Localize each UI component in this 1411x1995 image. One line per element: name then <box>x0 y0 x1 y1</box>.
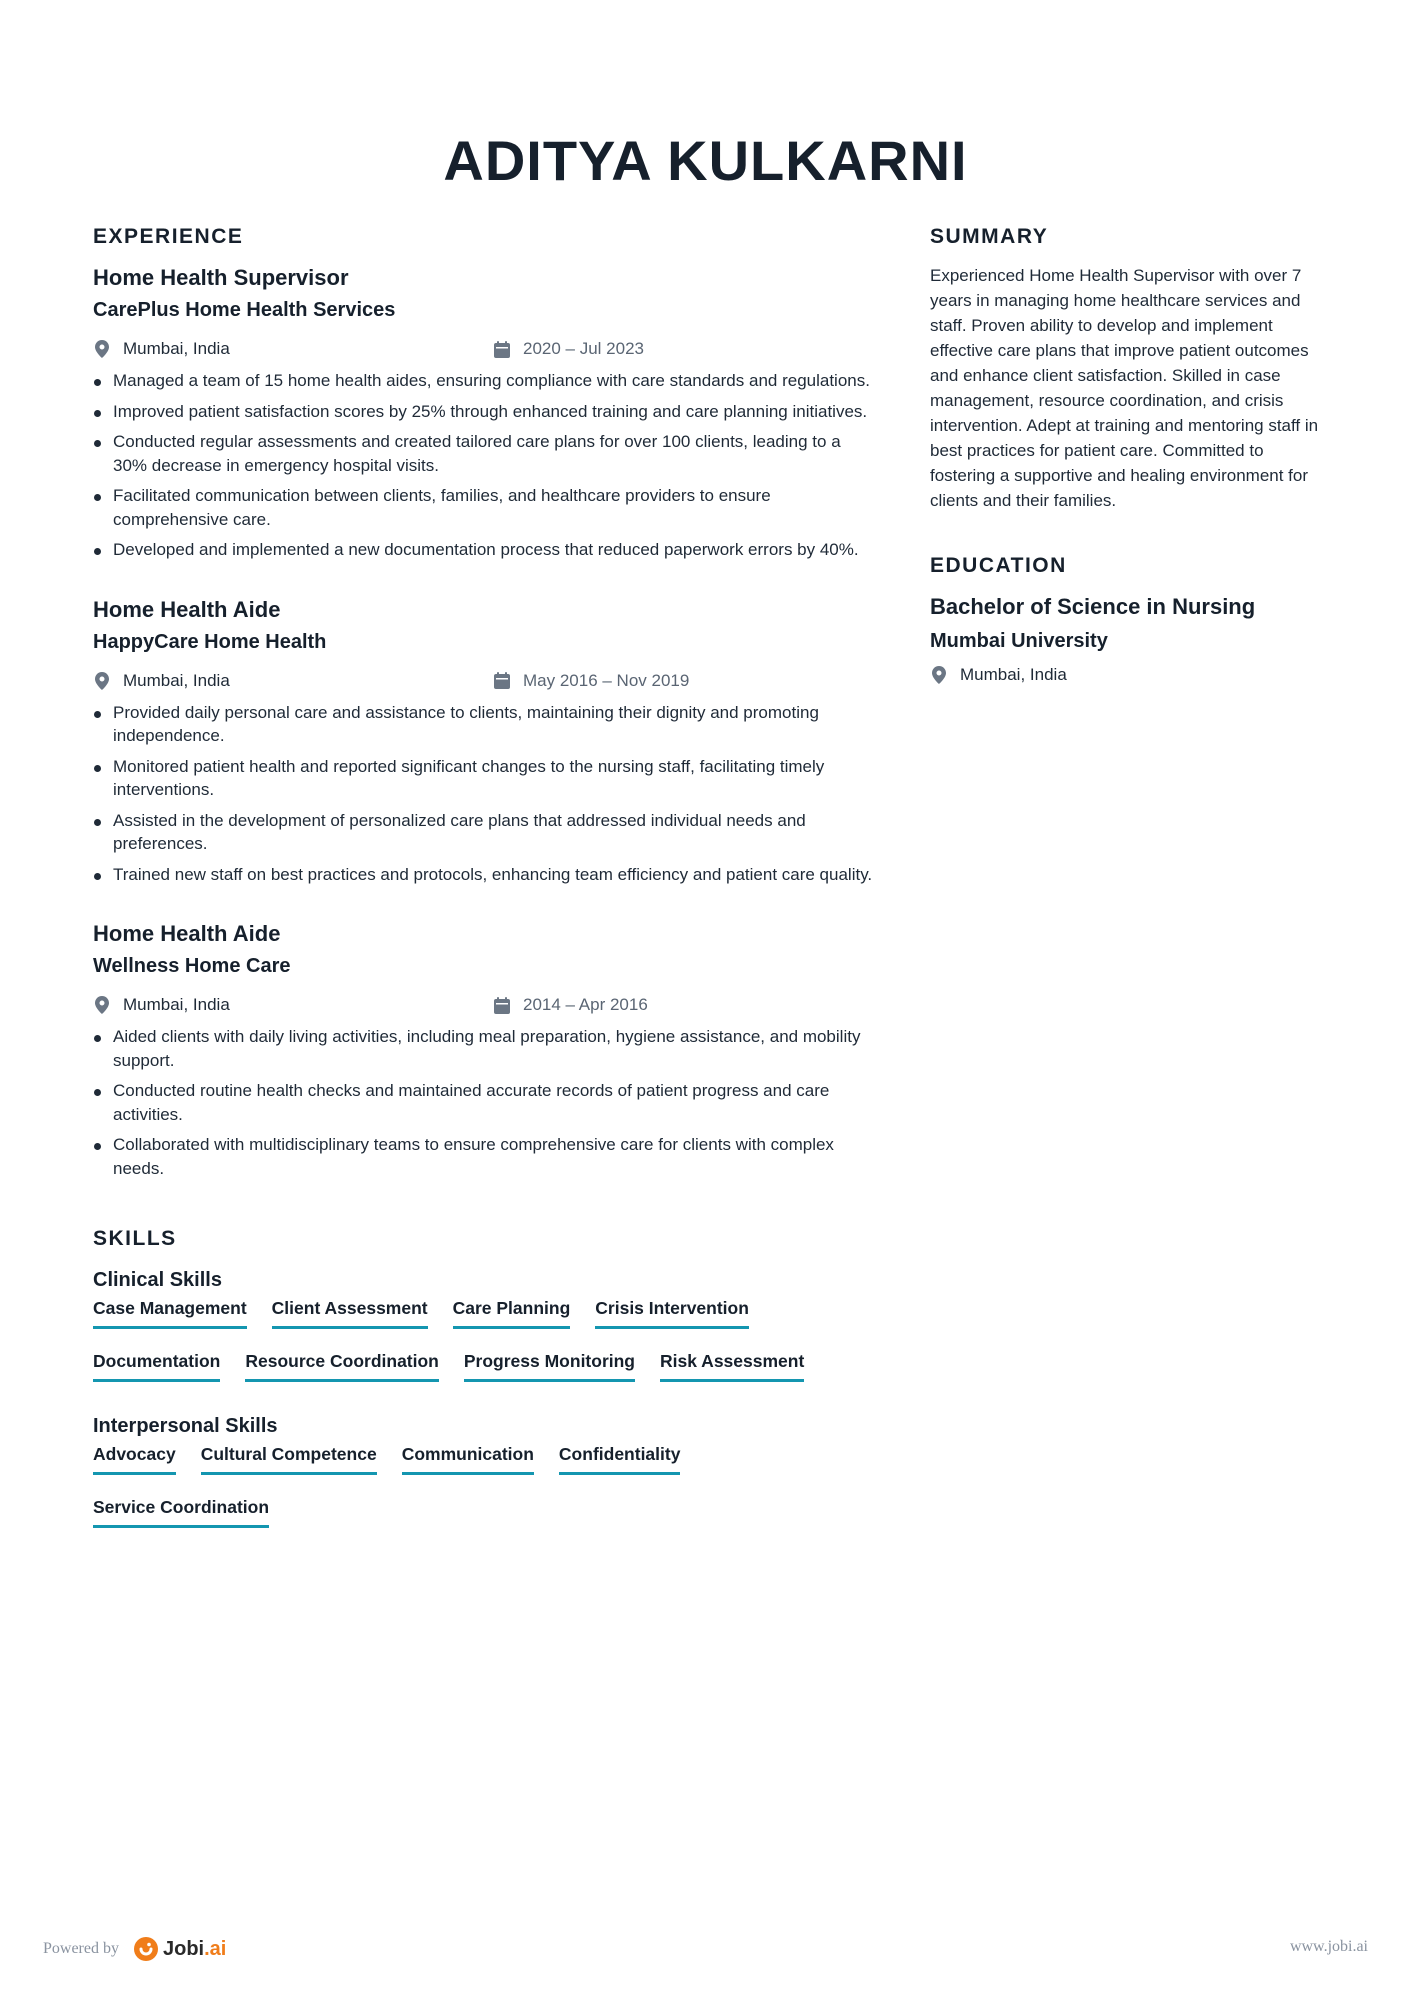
job-company: Wellness Home Care <box>93 955 291 977</box>
right-column <box>930 224 1330 688</box>
job-meta <box>93 668 873 694</box>
job-bullets <box>93 701 873 887</box>
candidate-name: ADITYA KULKARNI <box>443 129 968 192</box>
location-pin-icon <box>93 340 111 358</box>
job-entry <box>93 264 873 562</box>
skill-tag: Service Coordination <box>93 1496 269 1528</box>
skill-row <box>93 1297 873 1345</box>
calendar-icon <box>493 672 511 690</box>
skills-heading: SKILLS <box>93 1227 177 1250</box>
job-location-text: Mumbai, India <box>123 670 230 690</box>
jobi-logo-icon <box>133 1936 159 1962</box>
skill-tag: Advocacy <box>93 1443 176 1475</box>
skill-group-title: Interpersonal Skills <box>93 1415 278 1437</box>
left-column <box>93 224 873 1544</box>
location-pin-icon <box>930 666 948 684</box>
experience-list <box>93 264 873 1180</box>
education-heading: EDUCATION <box>930 554 1067 577</box>
skill-tag: Resource Coordination <box>245 1350 439 1382</box>
education-school: Mumbai University <box>930 630 1108 652</box>
skill-tag: Communication <box>402 1443 534 1475</box>
job-title: Home Health Aide <box>93 921 281 946</box>
education-location <box>930 662 1330 688</box>
skills-section <box>93 1226 873 1544</box>
job-location <box>93 992 230 1018</box>
job-location <box>93 336 230 362</box>
job-company: CarePlus Home Health Services <box>93 299 396 321</box>
job-location-text: Mumbai, India <box>123 995 230 1014</box>
job-meta <box>93 336 873 362</box>
calendar-icon <box>493 340 511 358</box>
summary-text: Experienced Home Health Supervisor with over 7 years in managing home healthcare services and staff. Proven ability to develop and implement effective care plans that improve patient outcomes and enhance client satisfaction. Skilled in case management, resource coordination, and crisis intervention. Adept at training and mentoring staff in best practices for patient care. Committed to fostering a supportive and healing environment for clients and their families. <box>930 266 1319 510</box>
job-company: HappyCare Home Health <box>93 630 327 653</box>
job-dates-text: May 2016 – Nov 2019 <box>523 670 690 690</box>
skill-row <box>93 1350 873 1398</box>
skill-tag: Crisis Intervention <box>595 1297 749 1329</box>
skill-tag: Care Planning <box>453 1297 571 1329</box>
bullet-item: Trained new staff on best practices and protocols, enhancing team efficiency and patient care quality. <box>93 863 873 887</box>
skill-tag: Client Assessment <box>272 1297 428 1329</box>
location-pin-icon <box>93 672 111 690</box>
bullet-item: Collaborated with multidisciplinary teams to ensure comprehensive care for clients with complex needs. <box>93 1133 873 1180</box>
bullet-item: Aided clients with daily living activities, including meal preparation, hygiene assistance, and mobility support. <box>93 1025 873 1072</box>
bullet-item: Facilitated communication between clients, families, and healthcare providers to ensure comprehensive care. <box>93 484 873 531</box>
skill-tag: Confidentiality <box>559 1443 681 1475</box>
skill-tag: Case Management <box>93 1297 247 1329</box>
job-entry <box>93 596 873 887</box>
bullet-item: Managed a team of 15 home health aides, ensuring compliance with care standards and regulations. <box>93 369 873 393</box>
job-title: Home Health Aide <box>93 596 281 622</box>
job-dates <box>493 992 648 1018</box>
summary-heading: SUMMARY <box>930 225 1049 248</box>
education-degree: Bachelor of Science in Nursing <box>930 594 1256 619</box>
job-location <box>93 668 230 694</box>
job-dates <box>493 668 689 694</box>
jobi-brand-suffix: .ai <box>204 1937 227 1960</box>
job-entry <box>93 920 873 1180</box>
bullet-item: Conducted routine health checks and maintained accurate records of patient progress and care activities. <box>93 1079 873 1126</box>
skill-tag: Documentation <box>93 1350 220 1382</box>
job-meta <box>93 992 873 1018</box>
powered-by-label: Powered by <box>43 1940 119 1957</box>
job-dates-text: 2020 – Jul 2023 <box>523 339 644 358</box>
jobi-brand-main: Jobi <box>162 1937 205 1960</box>
job-dates-text: 2014 – Apr 2016 <box>523 995 648 1014</box>
bullet-item: Developed and implemented a new documentation process that reduced paperwork errors by 40%. <box>93 538 873 562</box>
skill-tag: Risk Assessment <box>660 1350 804 1382</box>
skill-tag: Cultural Competence <box>201 1443 377 1475</box>
footer-url[interactable]: www.jobi.ai <box>1289 1938 1368 1955</box>
education-location-text: Mumbai, India <box>960 665 1067 684</box>
jobi-logo-text <box>163 1938 226 1961</box>
experience-heading: EXPERIENCE <box>93 225 244 248</box>
bullet-item: Conducted regular assessments and created tailored care plans for over 100 clients, leading to a 30% decrease in emergency hospital visits. <box>93 430 873 477</box>
job-location-text: Mumbai, India <box>123 339 230 358</box>
bullet-item: Provided daily personal care and assistance to clients, maintaining their dignity and promoting independence. <box>93 701 873 748</box>
job-bullets <box>93 369 873 562</box>
calendar-icon <box>493 996 511 1014</box>
jobi-logo[interactable] <box>133 1936 226 1962</box>
bullet-item: Improved patient satisfaction scores by 25% through enhanced training and care planning initiatives. <box>93 400 873 424</box>
footer-branding <box>43 1934 226 1964</box>
education-section <box>930 553 1330 688</box>
skill-row <box>93 1443 873 1491</box>
skill-row <box>93 1496 873 1544</box>
skill-groups <box>93 1268 873 1544</box>
skill-tag: Progress Monitoring <box>464 1350 635 1382</box>
skill-group-title: Clinical Skills <box>93 1269 222 1291</box>
bullet-item: Monitored patient health and reported significant changes to the nursing staff, facilitating timely interventions. <box>93 755 873 802</box>
job-bullets <box>93 1025 873 1180</box>
location-pin-icon <box>93 996 111 1014</box>
job-dates <box>493 336 644 362</box>
bullet-item: Assisted in the development of personalized care plans that addressed individual needs and preferences. <box>93 809 873 856</box>
job-title: Home Health Supervisor <box>93 265 349 290</box>
